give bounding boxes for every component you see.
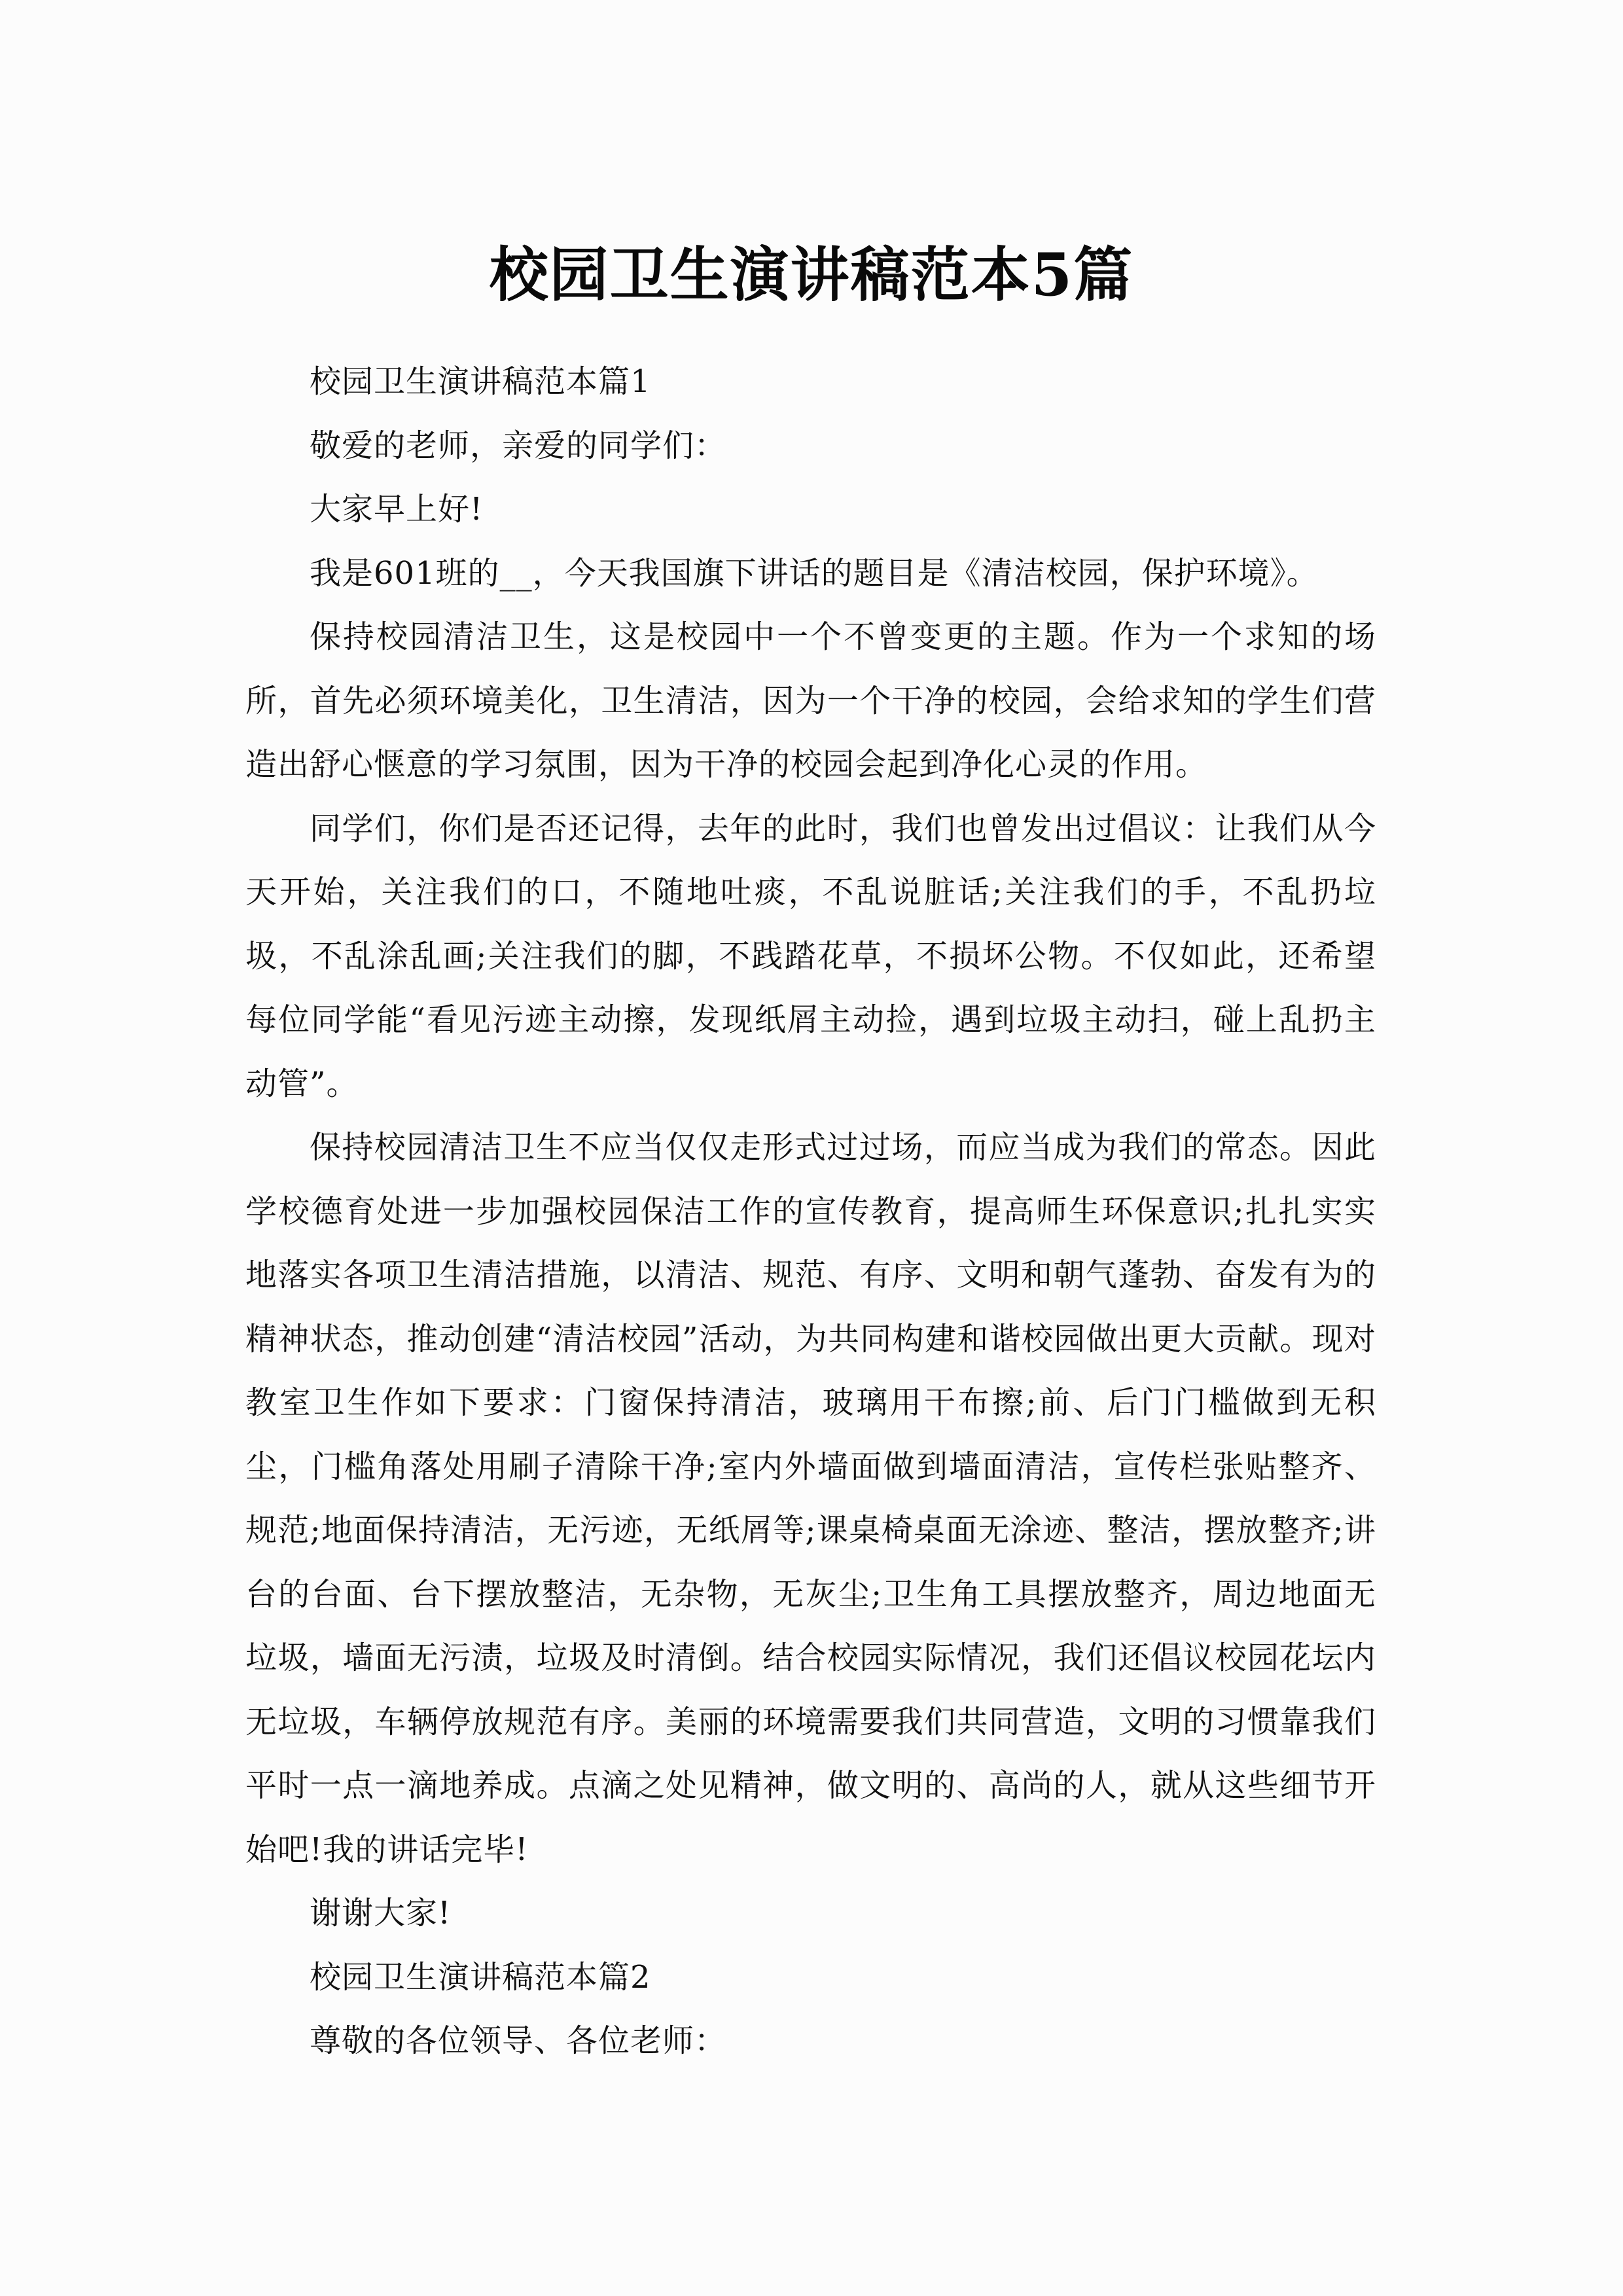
closing-paragraph: 谢谢大家! [310, 1895, 452, 1931]
greeting-paragraph: 大家早上好! [310, 491, 484, 528]
intro-paragraph: 我是601班的__，今天我国旗下讲话的题目是《清洁校园，保护环境》。 [310, 554, 1319, 592]
document-body [245, 350, 1376, 2073]
document-title: 校园卫生演讲稿范本5篇 [489, 240, 1134, 310]
body-paragraph: 保持校园清洁卫生不应当仅仅走形式过过场，而应当成为我们的常态。因此学校德育处进一步加强校园保洁工作的宣传教育，提高师生环保意识;扎扎实实地落实各项卫生清洁措施，以清洁、规范、有序、文明和朝气蓬勃、奋发有为的精神状态，推动创建“清洁校园”活动，为共同构建和谐校园做出更大贡献。现对教室卫生作如下要求：门窗保持清洁，玻璃用干布擦;前、后门门槛做到无积尘，门槛角落处用刷子清除干净;室内外墙面做到墙面清洁，宣传栏张贴整齐、规范;地面保持清洁，无污迹，无纸屑等;课桌椅桌面无涂迹、整洁，摆放整齐;讲台的台面、台下摆放整洁，无杂物，无灰尘;卫生角工具摆放整齐，周边地面无垃圾，墙面无污渍，垃圾及时清倒。结合校园实际情况，我们还倡议校园花坛内无垃圾，车辆停放规范有序。美丽的环境需要我们共同营造，文明的习惯靠我们平时一点一滴地养成。点滴之处见精神，做文明的、高尚的人，就从这些细节开始吧!我的讲话完毕! [245, 1129, 1376, 1868]
body-paragraph: 同学们，你们是否还记得，去年的此时，我们也曾发出过倡议：让我们从今天开始，关注我们的口，不随地吐痰，不乱说脏话;关注我们的手，不乱扔垃圾，不乱涂乱画;关注我们的脚，不践踏花草，不损坏公物。不仅如此，还希望每位同学能“看见污迹主动擦，发现纸屑主动捡，遇到垃圾主动扫，碰上乱扔主动管”。 [245, 810, 1376, 1102]
section-heading-2: 校园卫生演讲稿范本篇2 [310, 1958, 651, 1996]
salutation-paragraph: 敬爱的老师，亲爱的同学们： [310, 427, 727, 464]
section-heading-1: 校园卫生演讲稿范本篇1 [310, 363, 651, 400]
body-paragraph: 保持校园清洁卫生，这是校园中一个不曾变更的主题。作为一个求知的场所，首先必须环境美化，卫生清洁，因为一个干净的校园，会给求知的学生们营造出舒心惬意的学习氛围，因为干净的校园会起到净化心灵的作用。 [245, 619, 1376, 783]
salutation-paragraph: 尊敬的各位领导、各位老师： [310, 2022, 727, 2059]
